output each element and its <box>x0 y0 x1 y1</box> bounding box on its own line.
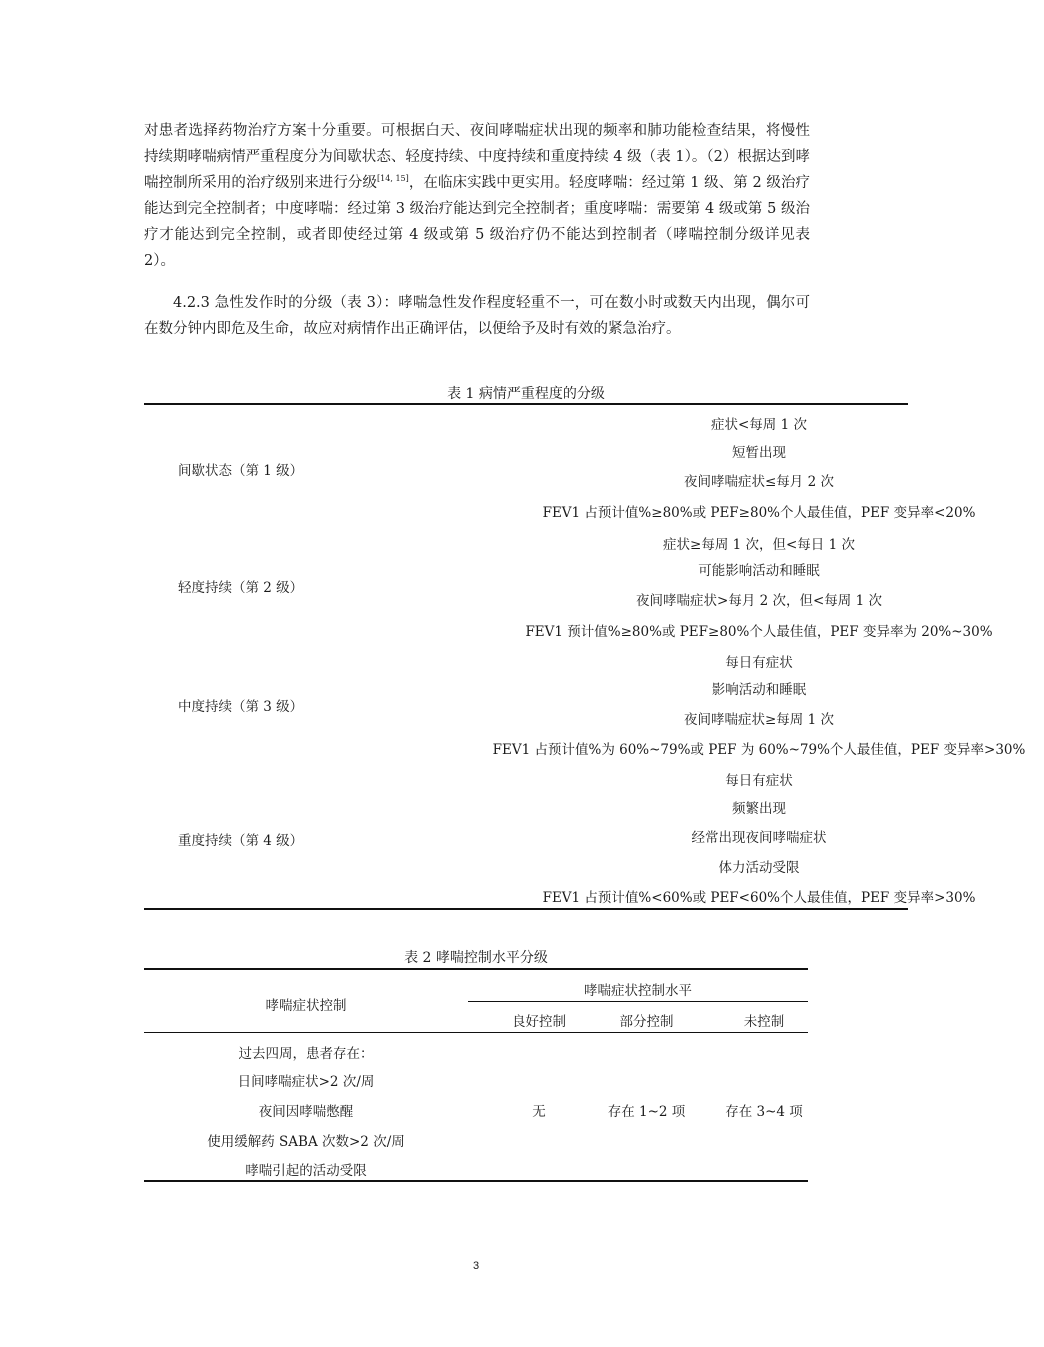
table1-criterion: 影响活动和睡眠 <box>711 682 807 698</box>
citation-superscript: [14, 15] <box>377 174 409 184</box>
table2-header-partial-control: 部分控制 <box>619 1014 674 1030</box>
table2-header-good-control: 良好控制 <box>512 1014 566 1030</box>
table1-criterion: 经常出现夜间哮喘症状 <box>691 830 827 846</box>
body-paragraph-1 <box>144 118 810 274</box>
table1-criterion: 可能影响活动和睡眠 <box>698 563 820 579</box>
paragraph-1-text-b: ，在临床实践中更实用。轻度哮喘：经过第 1 级、第 2 级治疗能达到完全控制者；中度哮喘：经过第 3 级治疗能达到完全控制者；重度哮喘：需要第 4 级或第 5 级治疗才能达到完全控制，或者即使经过第 4 级或第 5 级治疗仍不能达到控制者（哮喘控制分级详见表 2）。 <box>144 175 811 269</box>
table2-caption: 表 2 哮喘控制水平分级 <box>404 950 548 966</box>
table2-header-control-level: 哮喘症状控制水平 <box>584 983 692 999</box>
table1-grade-2: 轻度持续（第 2 级） <box>178 580 304 596</box>
table1-grade-1: 间歇状态（第 1 级） <box>178 463 304 479</box>
table2-bottom-rule <box>144 1180 808 1182</box>
table2-value-good: 无 <box>532 1104 546 1120</box>
table2-value-uncontrolled: 存在 3~4 项 <box>725 1104 803 1120</box>
table2-symptom-item: 过去四周，患者存在： <box>238 1046 374 1062</box>
table1-criterion: FEV1 占预计值%<60%或 PEF<60%个人最佳值，PEF 变异率>30% <box>542 890 976 906</box>
table2-header-symptom-control: 哮喘症状控制 <box>265 998 347 1014</box>
table1-criterion: 夜间哮喘症状≤每月 2 次 <box>684 474 834 490</box>
table2-top-rule <box>144 968 808 970</box>
table1-criterion: FEV1 占预计值%≥80%或 PEF≥80%个人最佳值，PEF 变异率<20% <box>542 505 976 521</box>
table1-bottom-rule <box>144 908 908 910</box>
table1-criterion: 频繁出现 <box>732 801 786 817</box>
table1-criterion: 短暂出现 <box>732 445 786 461</box>
page-number: 3 <box>472 1260 480 1272</box>
table1-criterion: 症状<每周 1 次 <box>711 417 807 433</box>
table1-grade-3: 中度持续（第 3 级） <box>178 699 304 715</box>
table2-symptom-item: 哮喘引起的活动受限 <box>245 1163 367 1179</box>
table2-group-rule <box>468 1001 808 1002</box>
table2-header-uncontrolled: 未控制 <box>743 1014 785 1030</box>
paragraph-2-text: 4.2.3 急性发作时的分级（表 3）：哮喘急性发作程度轻重不一，可在数小时或数天内出现，偶尔可在数分钟内即危及生命，故应对病情作出正确评估，以便给予及时有效的紧急治疗。 <box>144 295 810 337</box>
table1-top-rule <box>144 403 908 405</box>
table1-criterion: 夜间哮喘症状≥每周 1 次 <box>684 712 834 728</box>
paragraph-1-text-a: 对患者选择药物治疗方案十分重要。可根据白天、夜间哮喘症状出现的频率和肺功能检查结果，将慢性持续期哮喘病情严重程度分为间歇状态、轻度持续、中度持续和重度持续 4 级（表 1）。（2）根据达到哮喘控制所采用的治疗级别来进行分级 <box>144 123 810 191</box>
table2-symptom-item: 日间哮喘症状>2 次/周 <box>237 1074 375 1090</box>
table1-criterion: 体力活动受限 <box>718 860 800 876</box>
table2-symptom-item: 夜间因哮喘憋醒 <box>258 1104 354 1120</box>
table1-caption: 表 1 病情严重程度的分级 <box>447 386 605 402</box>
table2-value-partial: 存在 1~2 项 <box>607 1104 686 1120</box>
body-paragraph-2 <box>144 290 810 342</box>
table1-criterion: FEV1 预计值%≥80%或 PEF≥80%个人最佳值，PEF 变异率为 20%~30% <box>525 624 993 640</box>
table2-symptom-item: 使用缓解药 SABA 次数>2 次/周 <box>207 1134 405 1150</box>
table1-criterion: 夜间哮喘症状>每月 2 次，但<每周 1 次 <box>636 593 882 609</box>
table1-criterion: 每日有症状 <box>725 773 793 789</box>
table2-header-rule <box>144 1032 808 1033</box>
table1-grade-4: 重度持续（第 4 级） <box>178 833 304 849</box>
table1-criterion: 每日有症状 <box>725 655 793 671</box>
table1-criterion: 症状≥每周 1 次，但<每日 1 次 <box>663 537 855 553</box>
table1-criterion: FEV1 占预计值%为 60%~79%或 PEF 为 60%~79%个人最佳值，PEF 变异率>30% <box>492 742 1026 758</box>
